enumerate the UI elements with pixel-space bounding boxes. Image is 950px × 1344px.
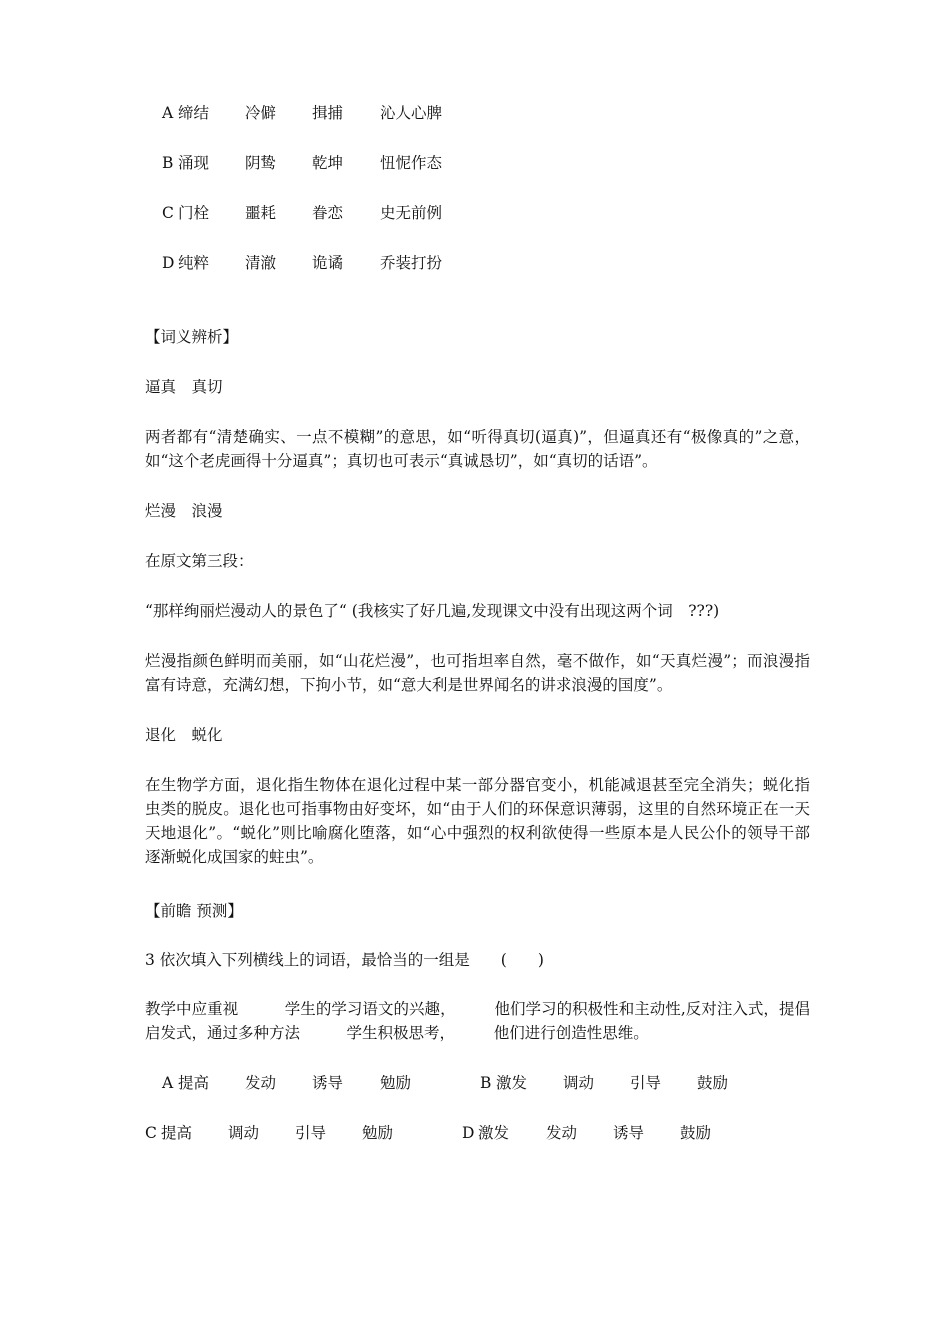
answer-word: 提高	[161, 1124, 193, 1142]
option-word: 涌现	[178, 154, 210, 172]
option-row-c	[0, 201, 950, 225]
word-pair-explanation: 烂漫指颜色鲜明而美丽，如“山花烂漫”，也可指坦率自然，毫不做作，如“天真烂漫”；而浪漫指富有诗意，充满幻想，下拘小节，如“意大利是世界闻名的讲求浪漫的国度”。	[145, 652, 810, 694]
answer-row-cd	[0, 1121, 950, 1145]
option-word: 乔装打扮	[380, 254, 443, 272]
answer-word: 鼓励	[697, 1074, 729, 1092]
answer-letter: D	[462, 1124, 475, 1142]
answer-word: 诱导	[613, 1124, 645, 1142]
option-word: 清澈	[245, 254, 277, 272]
option-word: 沁人心脾	[380, 104, 443, 122]
word-pair-heading: 退化 蜕化	[145, 726, 223, 744]
option-word: 诡谲	[312, 254, 344, 272]
section-heading-preview: 【前瞻 预测】	[145, 902, 243, 920]
option-word: 门栓	[178, 204, 210, 222]
option-word: 噩耗	[245, 204, 277, 222]
option-letter: B	[162, 154, 174, 172]
option-word: 揖捕	[312, 104, 344, 122]
answer-word: 诱导	[312, 1074, 344, 1092]
answer-word: 引导	[630, 1074, 662, 1092]
word-pair-heading: 逼真 真切	[145, 378, 223, 396]
section-heading-word-analysis: 【词义辨析】	[145, 328, 239, 346]
answer-word: 发动	[245, 1074, 277, 1092]
option-word: 乾坤	[312, 154, 344, 172]
answer-word: 鼓励	[680, 1124, 712, 1142]
answer-letter: B	[480, 1074, 492, 1092]
option-letter: C	[162, 204, 174, 222]
answer-word: 调动	[563, 1074, 595, 1092]
answer-word: 勉励	[380, 1074, 412, 1092]
option-word: 眷恋	[312, 204, 344, 222]
option-letter: A	[162, 104, 174, 122]
paragraph-intro: 在原文第三段：	[145, 552, 254, 570]
answer-row-ab	[0, 1071, 950, 1095]
word-pair-explanation: 在生物学方面，退化指生物体在退化过程中某一部分器官变小，机能减退甚至完全消失；蜕化指虫类的脱皮。退化也可指事物由好变坏，如“由于人们的环保意识薄弱，这里的自然环境正在一天天地退化”。“蜕化”则比喻腐化堕落，如“心中强烈的权利欲使得一些原本是人民公仆的领导干部逐渐蜕化成国家的蛀虫”。	[145, 776, 810, 866]
option-word: 忸怩作态	[380, 154, 443, 172]
option-word: 纯粹	[178, 254, 210, 272]
option-word: 阴鸷	[245, 154, 277, 172]
question-text: 教学中应重视 学生的学习语文的兴趣， 他们学习的积极性和主动性,反对注入式，提倡启发式，通过多种方法 学生积极思考， 他们进行创造性思维。	[145, 1000, 810, 1042]
option-row-b	[0, 151, 950, 175]
answer-word: 激发	[496, 1074, 528, 1092]
option-word: 缔结	[178, 104, 210, 122]
answer-word: 提高	[178, 1074, 210, 1092]
option-word: 史无前例	[380, 204, 443, 222]
answer-letter: A	[162, 1074, 174, 1092]
question-stem: 3 依次填入下列横线上的词语，最恰当的一组是 ( )	[145, 951, 544, 969]
answer-word: 引导	[295, 1124, 327, 1142]
answer-word: 发动	[546, 1124, 578, 1142]
option-row-a	[0, 101, 950, 125]
word-pair-explanation: 两者都有“清楚确实、一点不模糊”的意思，如“听得真切(逼真)”，但逼真还有“极像真的”之意，如“这个老虎画得十分逼真”；真切也可表示“真诚恳切”，如“真切的话语”。	[145, 428, 810, 470]
answer-word: 调动	[228, 1124, 260, 1142]
word-pair-heading: 烂漫 浪漫	[145, 502, 223, 520]
answer-letter: C	[145, 1124, 157, 1142]
option-letter: D	[162, 254, 175, 272]
option-row-d	[0, 251, 950, 275]
answer-word: 勉励	[362, 1124, 394, 1142]
quoted-text: “那样绚丽烂漫动人的景色了“ (我核实了好几遍,发现课文中没有出现这两个词 ???)	[145, 602, 720, 620]
option-word: 冷僻	[245, 104, 277, 122]
answer-word: 激发	[478, 1124, 510, 1142]
